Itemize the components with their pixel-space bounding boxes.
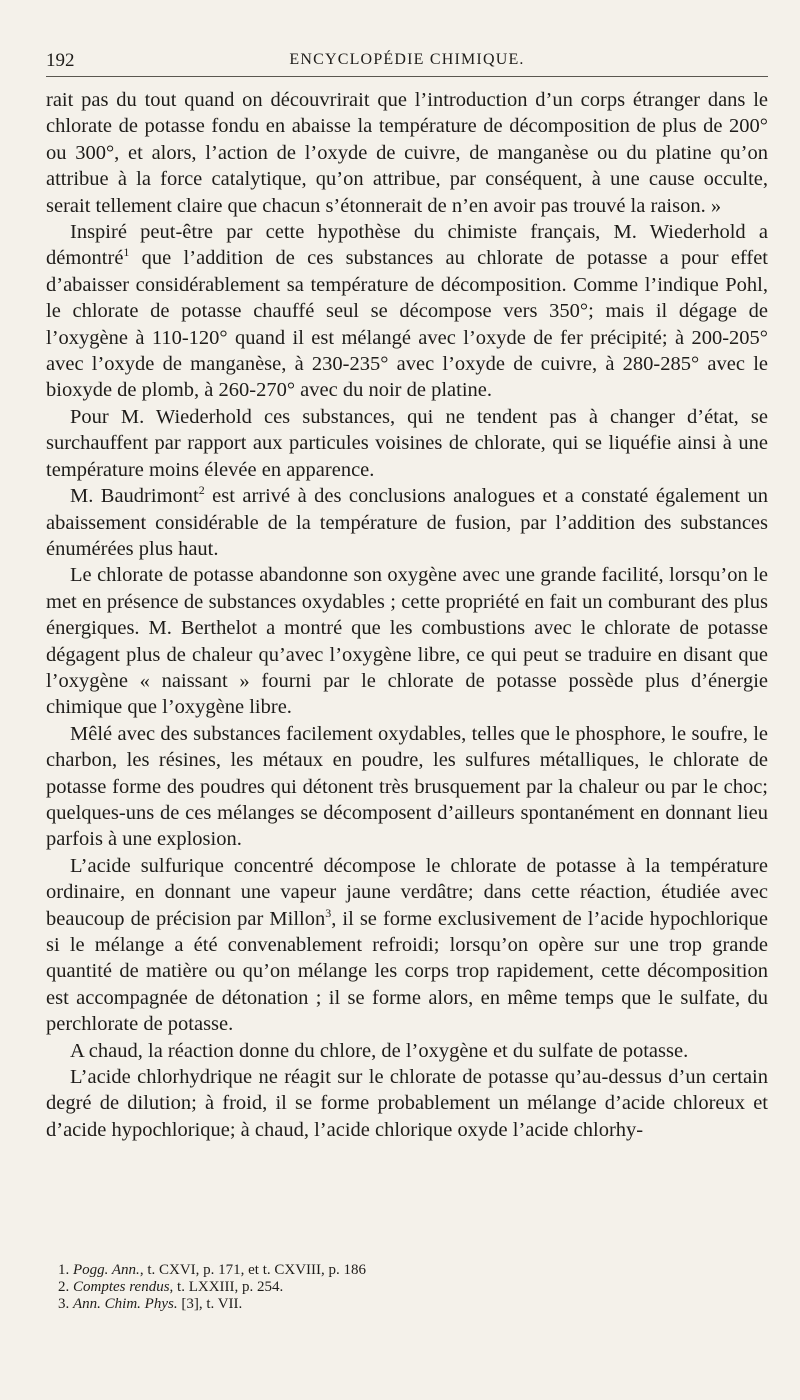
page-header bbox=[46, 46, 768, 77]
running-title: ENCYCLOPÉDIE CHIMIQUE. bbox=[289, 51, 525, 68]
footnote: 1. Pogg. Ann., t. CXVI, p. 171, et t. CXVIII, p. 186 bbox=[58, 1262, 367, 1278]
footnote: 3. Ann. Chim. Phys. [3], t. VII. bbox=[58, 1296, 243, 1312]
paragraph: L’acide chlorhydrique ne réagit sur le chlorate de potasse qu’au-dessus d’un certain degré de dilution; à froid, il se forme probablement un mélange d’acide chloreux et d’acide hypochlorique; à chaud, l’acide chlorique oxyde l’acide chlorhy- bbox=[46, 1066, 768, 1141]
paragraph: Le chlorate de potasse abandonne son oxygène avec une grande facilité, lorsqu’on le met en présence de substances oxydables ; cette propriété en fait un comburant des plus énergiques. M. Berthelot a montré que les combustions avec le chlorate de potasse dégagent plus de chaleur qu’avec l’oxygène libre, ce qui peut se traduire en disant que l’oxygène « naissant » fourni par le chlorate de potasse possède plus d’énergie chimique que l’oxygène libre. bbox=[46, 564, 768, 719]
paragraph: M. Baudrimont$^2$ est arrivé à des conclusions analogues et a constaté également un abaissement considérable de la température de fusion, par l’addition des substances énumérées plus haut. bbox=[46, 483, 768, 560]
footnote-ref: 2 bbox=[198, 483, 205, 498]
paragraph: A chaud, la réaction donne du chlore, de l’oxygène et du sulfate de potasse. bbox=[70, 1039, 689, 1062]
page-number: 192 bbox=[46, 50, 75, 71]
paragraph: Mêlé avec des substances facilement oxydables, telles que le phosphore, le soufre, le charbon, les résines, les métaux en poudre, les sulfures métalliques, le chlorate de potasse forme des poudres qui détonent très brusquement par la chaleur ou par le choc; quelques-uns de ces mélanges se décomposent d’ailleurs spontanément en donnant lieu parfois à une explosion. bbox=[46, 722, 768, 851]
body-text bbox=[46, 87, 768, 1143]
footnote-ref: 1 bbox=[123, 245, 130, 260]
footnote: 2. Comptes rendus, t. LXXIII, p. 254. bbox=[58, 1279, 284, 1295]
paragraph: L’acide sulfurique concentré décompose le chlorate de potasse à la température ordinaire, en donnant une vapeur jaune verdâtre; dans cette réaction, étudiée avec beaucoup de précision par Millon$^3$, il se forme exclusivement de l’acide hypochlorique si le mélange a été convenablement refroidi; lorsqu’on opère sur une trop grande quantité de matière ou qu’on mélange les corps trop rapidement, cette décomposition est accompagnée de détonation ; il se forme alors, en même temps que le sulfate, du perchlorate de potasse. bbox=[46, 854, 769, 1036]
footnote-ref: 3 bbox=[325, 905, 332, 920]
paragraph: Inspiré peut-être par cette hypothèse du chimiste français, M. Wiederhold a démontré$^1$ que l’addition de ces substances au chlorate de potasse a pour effet d’abaisser considérablement sa température de décomposition. Comme l’indique Pohl, le chlorate de potasse chauffé seul se décompose vers 350°; mais il dégage de l’oxygène à 110-120° quand il est mélangé avec l’oxyde de fer précipité; à 200-205° avec l’oxyde de manganèse, à 230-235° avec l’oxyde de cuivre, à 280-285° avec le bioxyde de plomb, à 260-270° avec du noir de platine. bbox=[46, 221, 768, 402]
paragraph: rait pas du tout quand on découvrirait que l’introduction d’un corps étranger dans le chlorate de potasse fondu en abaisse la température de décomposition de plus de 200° ou 300°, et alors, l’action de l’oxyde de cuivre, de manganèse ou du platine qu’on attribue à la force catalytique, qu’on attribue, par conséquent, à une cause occulte, serait tellement claire que chacun s’étonnerait de n’en avoir pas trouvé la raison. » bbox=[46, 89, 768, 217]
paragraph: Pour M. Wiederhold ces substances, qui ne tendent pas à changer d’état, se surchauffent par rapport aux particules voisines de chlorate, qui se liquéfie ainsi à une température moins élevée en apparence. bbox=[46, 405, 768, 481]
footnotes bbox=[46, 1262, 768, 1313]
